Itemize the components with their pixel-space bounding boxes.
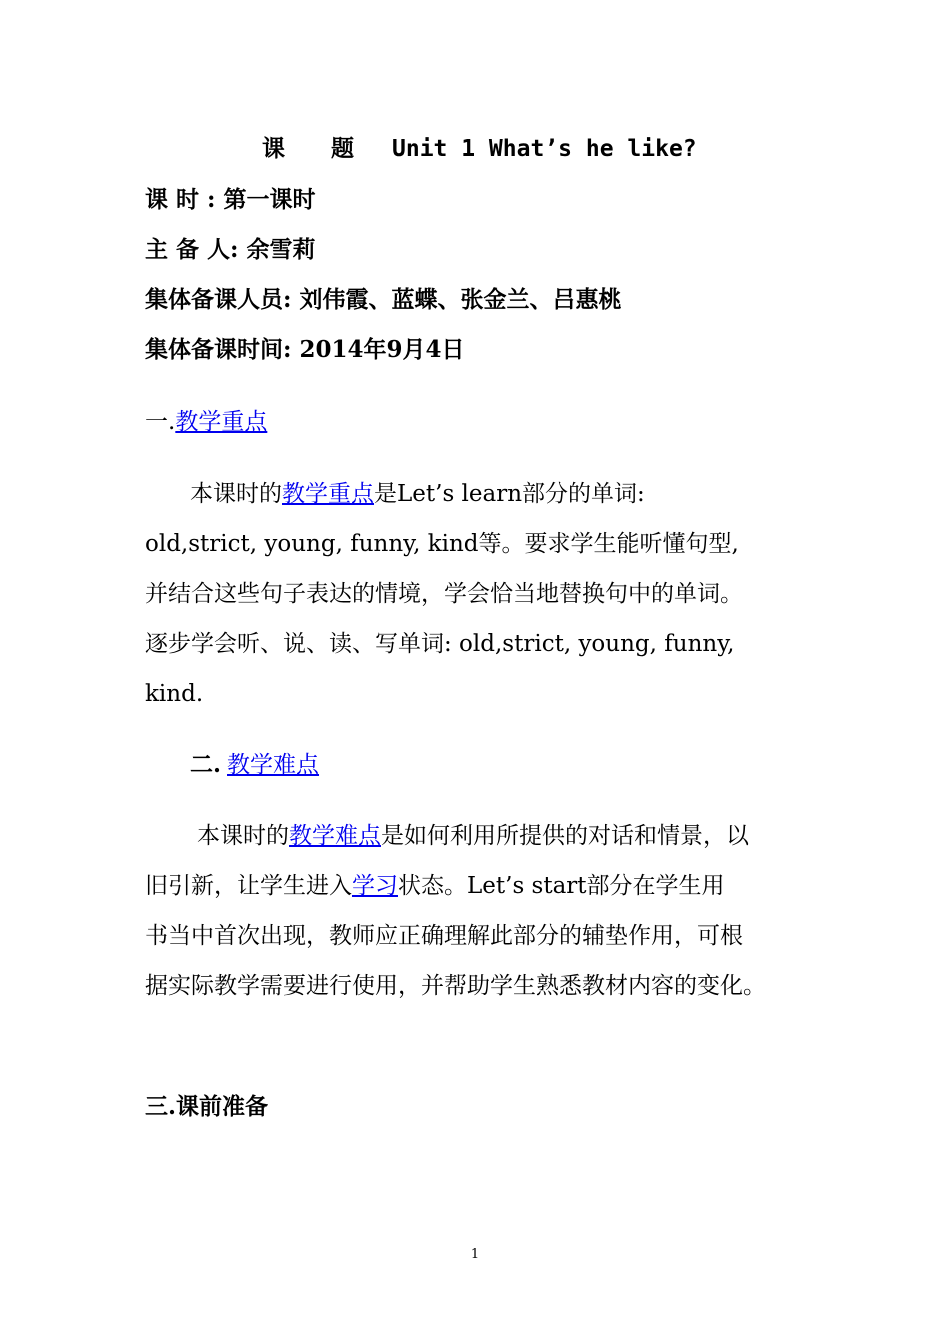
section2-paragraph-line-1 [197,821,749,851]
section2-number: 二. [190,751,222,778]
lesson-period: 课 时 : 第一课时 [145,186,316,213]
section2-text: 状态。Let’s start部分在学生用 [398,873,725,899]
section1-heading [145,407,267,437]
section1-text: 是Let’s learn部分的单词: [374,481,645,507]
section1-paragraph-line-4: 逐步学会听、说、读、写单词: old,strict, young, funny, [145,631,735,657]
section2-paragraph-line-3: 书当中首次出现，教师应正确理解此部分的辅垫作用，可根 [145,923,743,949]
section1-paragraph-line-3: 并结合这些句子表达的情境，学会恰当地替换句中的单词。 [145,581,743,607]
section1-heading-link[interactable]: 教学重点 [175,409,268,435]
lesson-title [262,134,697,164]
section2-heading-link[interactable]: 教学难点 [227,752,320,778]
group-members: 集体备课人员: 刘伟霞、蓝蝶、张金兰、吕惠桃 [145,286,622,313]
section2-text: 本课时的 [197,823,289,849]
section1-number: 一. [145,409,176,435]
section1-paragraph-line-5: kind. [145,681,204,707]
group-time: 集体备课时间: 2014年9月4日 [145,336,465,363]
section3-heading: 三.课前准备 [145,1093,269,1120]
page-number: 1 [470,1247,480,1262]
section2-difficulty-link[interactable]: 教学难点 [289,823,381,849]
section2-paragraph-line-2 [145,871,725,901]
section2-text: 是如何利用所提供的对话和情景，以 [381,823,749,849]
section1-paragraph-line-1 [190,479,645,509]
section2-study-link[interactable]: 学习 [352,873,398,899]
section2-text: 旧引新，让学生进入 [145,873,352,899]
section1-text: 本课时的 [190,481,282,507]
section1-paragraph-line-2: old,strict, young, funny, kind等。要求学生能听懂句型, [145,531,739,557]
section2-heading [190,750,319,780]
lesson-title-main: Unit 1 What’s he like? [392,136,697,162]
section1-key-point-link[interactable]: 教学重点 [282,481,374,507]
lesson-title-prefix: 课 题 [262,135,354,162]
section2-paragraph-line-4: 据实际教学需要进行使用，并帮助学生熟悉教材内容的变化。 [145,973,766,999]
lesson-preparer: 主 备 人: 余雪莉 [145,236,316,263]
